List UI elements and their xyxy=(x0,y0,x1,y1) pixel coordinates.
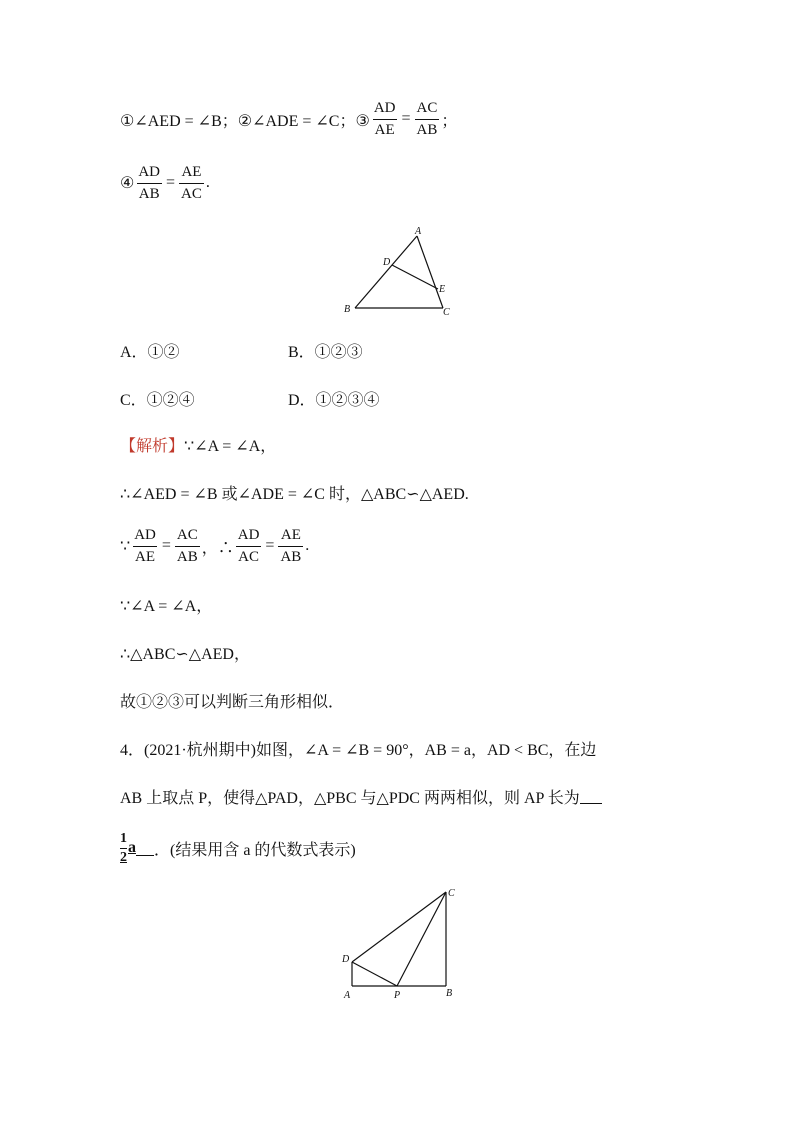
fraction-denominator: AB xyxy=(175,546,200,565)
label-b: B xyxy=(344,304,351,315)
option-a[interactable]: A．①② xyxy=(120,344,180,361)
segment-de xyxy=(392,265,438,289)
label-b: B xyxy=(446,988,453,999)
fraction-ad-ae xyxy=(372,101,398,138)
q3-conditions-line-1 xyxy=(120,96,457,142)
fraction-denominator: AC xyxy=(179,183,204,202)
fraction-denominator: AB xyxy=(278,546,303,565)
answer-blank-trailing xyxy=(136,841,154,856)
equals-sign: = xyxy=(265,537,275,554)
therefore-separator: ，∴ xyxy=(201,539,234,557)
fraction-ac-ab xyxy=(415,101,440,138)
label-e: E xyxy=(439,284,446,295)
because-symbol: ∵ xyxy=(120,538,131,555)
analysis-line-6 xyxy=(120,690,344,710)
label-d: D xyxy=(383,257,391,268)
option-d[interactable]: D．①②③④ xyxy=(288,392,380,409)
analysis-text: ∵∠A = ∠A， xyxy=(184,437,277,455)
analysis-line-3 xyxy=(120,523,309,569)
fraction-denominator: AE xyxy=(133,546,157,565)
q3-conditions-line-2 xyxy=(120,160,210,206)
segment-ab xyxy=(355,236,417,308)
q4-line-1 xyxy=(120,738,596,758)
analysis-line-1 xyxy=(120,434,276,454)
fraction-ad-ae xyxy=(132,528,158,565)
fraction-numerator: AC xyxy=(416,99,438,116)
segment-dp xyxy=(352,962,397,986)
fraction-ae-ab xyxy=(278,528,303,565)
analysis-line-2 xyxy=(120,482,469,502)
fraction-ae-ac xyxy=(179,165,204,202)
fraction-ad-ac xyxy=(236,528,262,565)
answer-variable: a xyxy=(128,839,136,856)
fraction-denominator: AC xyxy=(236,546,261,565)
fraction-numerator: AD xyxy=(138,163,161,180)
fraction-numerator: AD xyxy=(237,526,260,543)
label-a: A xyxy=(415,226,422,237)
separator: ； xyxy=(441,112,458,130)
fraction-denominator: AB xyxy=(137,183,162,202)
condition-4-marker: ④ xyxy=(120,175,135,192)
answer-fraction xyxy=(120,832,127,865)
triangle-figure-abc xyxy=(335,222,465,322)
fraction-denominator: AB xyxy=(415,119,440,138)
label-c: C xyxy=(443,307,450,318)
question-text: AB 上取点 P，使得△PAD，△PBC 与△PDC 两两相似，则 AP 长为 xyxy=(120,789,580,807)
conditions-text-1: ①∠AED = ∠B；②∠ADE = ∠C；③ xyxy=(120,112,370,130)
equals-sign: = xyxy=(161,537,171,554)
fraction-numerator: 1 xyxy=(120,830,127,846)
fraction-numerator: AE xyxy=(280,526,301,543)
fraction-numerator: AC xyxy=(176,526,198,543)
analysis-tag: 【解析】 xyxy=(120,437,185,455)
fraction-numerator: AD xyxy=(373,99,396,116)
equals-sign: = xyxy=(166,174,176,191)
period: . xyxy=(305,537,310,554)
trapezoid-figure-abcd xyxy=(338,880,468,1005)
period: . xyxy=(205,174,210,191)
analysis-line-4 xyxy=(120,594,212,614)
fraction-denominator: AE xyxy=(373,119,397,138)
analysis-text: ∴∠AED = ∠B 或∠ADE = ∠C 时，△ABC∽△AED. xyxy=(120,485,469,503)
segment-dc xyxy=(352,892,446,962)
option-c[interactable]: C．①②④ xyxy=(120,392,195,409)
fraction-ad-ab xyxy=(136,165,162,202)
question-text: ．(结果用含 a 的代数式表示) xyxy=(154,841,356,859)
question-text: 4．(2021·杭州期中)如图，∠A = ∠B = 90°，AB = a，AD < BC，在边 xyxy=(120,741,597,759)
label-d: D xyxy=(342,954,350,965)
fraction-ac-ab xyxy=(175,528,200,565)
answer-blank[interactable] xyxy=(580,789,602,804)
label-p: P xyxy=(394,990,401,1001)
analysis-line-5 xyxy=(120,642,250,662)
analysis-text: ∴△ABC∽△AED， xyxy=(120,645,250,663)
option-b[interactable]: B．①②③ xyxy=(288,344,363,361)
q4-line-2 xyxy=(120,786,602,806)
fraction-denominator: 2 xyxy=(120,849,127,865)
analysis-text: ∵∠A = ∠A， xyxy=(120,597,213,615)
label-c: C xyxy=(448,888,455,899)
segment-pc xyxy=(397,892,446,986)
equals-sign: = xyxy=(401,110,411,127)
fraction-numerator: AE xyxy=(181,163,202,180)
label-a: A xyxy=(344,990,351,1001)
analysis-conclusion: 故①②③可以判断三角形相似． xyxy=(120,693,345,711)
segment-ac xyxy=(417,236,446,308)
fraction-numerator: AD xyxy=(134,526,156,543)
q4-line-3 xyxy=(120,826,356,870)
